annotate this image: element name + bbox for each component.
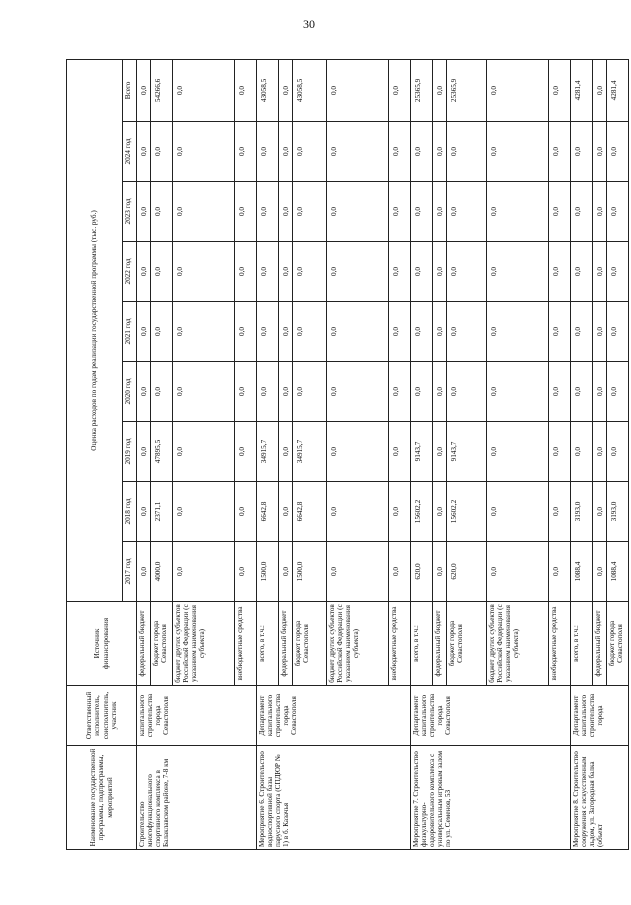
- year-value-cell: 6642,8: [257, 482, 279, 542]
- year-value-cell: 0,0: [549, 302, 571, 362]
- total-value-cell: 0,0: [173, 59, 235, 121]
- year-value-cell: 0,0: [327, 422, 389, 482]
- year-value-cell: 15602,2: [447, 482, 487, 542]
- funding-source-cell: федеральный бюджет: [137, 602, 151, 686]
- responsible-cell: Департамент капитального строительства города Севастополя: [411, 686, 571, 746]
- year-value-cell: 34915,7: [293, 422, 327, 482]
- total-value-cell: 0,0: [137, 59, 151, 121]
- total-value-cell: 0,0: [389, 59, 411, 121]
- year-value-cell: 0,0: [151, 182, 173, 242]
- responsible-cell: Департамент капитального строительства города: [571, 686, 629, 746]
- year-value-cell: 0,0: [607, 302, 629, 362]
- funding-source-cell: бюджет города Севастополя: [151, 602, 173, 686]
- year-value-cell: 0,0: [549, 182, 571, 242]
- year-value-cell: 0,0: [173, 302, 235, 362]
- expenditure-table: [66, 59, 629, 850]
- year-value-cell: 0,0: [593, 122, 607, 182]
- year-value-cell: 0,0: [549, 242, 571, 302]
- funding-source-cell: всего, в т.ч.:: [257, 602, 279, 686]
- year-value-cell: 0,0: [487, 242, 549, 302]
- year-value-cell: 0,0: [279, 242, 293, 302]
- year-value-cell: 0,0: [549, 122, 571, 182]
- year-value-cell: 0,0: [571, 362, 593, 422]
- year-value-cell: 620,0: [411, 542, 433, 602]
- year-value-cell: 0,0: [137, 302, 151, 362]
- year-value-cell: 0,0: [151, 362, 173, 422]
- funding-source-cell: бюджет города Севастополя: [293, 602, 327, 686]
- funding-source-cell: внебюджетные средства: [235, 602, 257, 686]
- year-value-cell: 0,0: [137, 422, 151, 482]
- rotated-table-content: [66, 60, 625, 850]
- year-value-cell: 0,0: [293, 362, 327, 422]
- year-value-cell: 0,0: [235, 302, 257, 362]
- year-value-cell: 0,0: [137, 122, 151, 182]
- year-value-cell: 0,0: [151, 242, 173, 302]
- year-value-cell: 0,0: [389, 302, 411, 362]
- program-name-cell: Мероприятие 7. Строительство физкультурно-оздоровительного комплекса с универсальным игровым залом по ул. Семенов, 53: [411, 746, 571, 850]
- year-value-cell: 0,0: [411, 362, 433, 422]
- year-value-cell: 0,0: [433, 302, 447, 362]
- total-value-cell: 0,0: [433, 59, 447, 121]
- total-value-cell: 43058,5: [293, 59, 327, 121]
- year-value-cell: 0,0: [137, 542, 151, 602]
- year-value-cell: 0,0: [433, 182, 447, 242]
- year-value-cell: 0,0: [607, 242, 629, 302]
- year-value-cell: 0,0: [593, 482, 607, 542]
- funding-source-cell: бюджет других субъектов Российской Федерации (с указанием наименования субъекта): [327, 602, 389, 686]
- year-value-cell: 0,0: [607, 422, 629, 482]
- year-value-cell: 0,0: [593, 182, 607, 242]
- year-value-cell: 0,0: [173, 542, 235, 602]
- table-row: [411, 59, 433, 849]
- year-value-cell: 47895,5: [151, 422, 173, 482]
- year-value-cell: 0,0: [327, 242, 389, 302]
- year-value-cell: 9143,7: [447, 422, 487, 482]
- funding-source-cell: федеральный бюджет: [433, 602, 447, 686]
- year-value-cell: 0,0: [173, 242, 235, 302]
- header-year: 2022 год: [123, 242, 137, 302]
- year-value-cell: 0,0: [137, 242, 151, 302]
- program-name-cell: Мероприятие 8. Строительство сооружения с искусственным льдом, ул. Загородная балка (объект: [571, 746, 629, 850]
- year-value-cell: 0,0: [173, 482, 235, 542]
- year-value-cell: 0,0: [327, 482, 389, 542]
- total-value-cell: 25365,9: [447, 59, 487, 121]
- funding-source-cell: бюджет города Севастополя: [447, 602, 487, 686]
- total-value-cell: 4281,4: [607, 59, 629, 121]
- year-value-cell: 0,0: [487, 182, 549, 242]
- year-value-cell: 0,0: [389, 482, 411, 542]
- header-responsible: Ответственный исполнитель, соисполнитель, участник: [67, 686, 137, 746]
- year-value-cell: 0,0: [487, 482, 549, 542]
- total-value-cell: 0,0: [593, 59, 607, 121]
- header-year: 2017 год: [123, 542, 137, 602]
- year-value-cell: 0,0: [593, 242, 607, 302]
- funding-source-cell: всего, в т.ч.:: [571, 602, 593, 686]
- year-value-cell: 0,0: [257, 182, 279, 242]
- year-value-cell: 1500,0: [293, 542, 327, 602]
- year-value-cell: 0,0: [173, 182, 235, 242]
- year-value-cell: 0,0: [257, 362, 279, 422]
- year-value-cell: 0,0: [433, 362, 447, 422]
- year-value-cell: 0,0: [447, 182, 487, 242]
- year-value-cell: 0,0: [137, 182, 151, 242]
- year-value-cell: 0,0: [235, 242, 257, 302]
- header-year: 2021 год: [123, 302, 137, 362]
- header-year: 2019 год: [123, 422, 137, 482]
- year-value-cell: 0,0: [389, 242, 411, 302]
- year-value-cell: 620,0: [447, 542, 487, 602]
- year-value-cell: 0,0: [487, 302, 549, 362]
- year-value-cell: 0,0: [279, 362, 293, 422]
- year-value-cell: 0,0: [235, 542, 257, 602]
- year-value-cell: 0,0: [433, 542, 447, 602]
- year-value-cell: 0,0: [235, 422, 257, 482]
- year-value-cell: 0,0: [279, 422, 293, 482]
- year-value-cell: 0,0: [593, 542, 607, 602]
- header-year: 2018 год: [123, 482, 137, 542]
- table-row: [257, 59, 279, 849]
- header-estimate: Оценка расходов по годам реализации государственной программы (тыс. руб.): [67, 59, 123, 601]
- total-value-cell: 0,0: [327, 59, 389, 121]
- year-value-cell: 0,0: [607, 182, 629, 242]
- year-value-cell: 0,0: [549, 422, 571, 482]
- year-value-cell: 0,0: [411, 182, 433, 242]
- year-value-cell: 0,0: [593, 302, 607, 362]
- year-value-cell: 1088,4: [571, 542, 593, 602]
- year-value-cell: 0,0: [279, 302, 293, 362]
- year-value-cell: 34915,7: [257, 422, 279, 482]
- year-value-cell: 0,0: [571, 122, 593, 182]
- year-value-cell: 0,0: [293, 182, 327, 242]
- year-value-cell: 0,0: [235, 122, 257, 182]
- total-value-cell: 0,0: [279, 59, 293, 121]
- total-value-cell: 54266,6: [151, 59, 173, 121]
- year-value-cell: 0,0: [173, 122, 235, 182]
- year-value-cell: 0,0: [433, 122, 447, 182]
- funding-source-cell: федеральный бюджет: [593, 602, 607, 686]
- header-program-name: Наименование государственной программы, подпрограммы, мероприятий: [67, 746, 137, 850]
- year-value-cell: 0,0: [151, 122, 173, 182]
- header-year: 2020 год: [123, 362, 137, 422]
- year-value-cell: 0,0: [327, 122, 389, 182]
- year-value-cell: 0,0: [571, 422, 593, 482]
- header-year: 2024 год: [123, 122, 137, 182]
- year-value-cell: 0,0: [279, 542, 293, 602]
- year-value-cell: 0,0: [607, 362, 629, 422]
- year-value-cell: 0,0: [389, 122, 411, 182]
- year-value-cell: 0,0: [411, 122, 433, 182]
- year-value-cell: 0,0: [447, 242, 487, 302]
- year-value-cell: 0,0: [411, 302, 433, 362]
- year-value-cell: 1088,4: [607, 542, 629, 602]
- table-row: [571, 59, 593, 849]
- year-value-cell: 3193,0: [607, 482, 629, 542]
- year-value-cell: 0,0: [571, 242, 593, 302]
- year-value-cell: 0,0: [447, 302, 487, 362]
- funding-source-cell: внебюджетные средства: [389, 602, 411, 686]
- responsible-cell: капитального строительства города Севастополя: [137, 686, 257, 746]
- year-value-cell: 0,0: [549, 362, 571, 422]
- year-value-cell: 0,0: [173, 422, 235, 482]
- year-value-cell: 0,0: [487, 422, 549, 482]
- funding-source-cell: внебюджетные средства: [549, 602, 571, 686]
- year-value-cell: 0,0: [279, 122, 293, 182]
- year-value-cell: 0,0: [151, 302, 173, 362]
- year-value-cell: 0,0: [235, 362, 257, 422]
- total-value-cell: 4281,4: [571, 59, 593, 121]
- rotated-table-frame: [66, 60, 625, 850]
- year-value-cell: 0,0: [433, 482, 447, 542]
- year-value-cell: 0,0: [137, 482, 151, 542]
- year-value-cell: 0,0: [433, 242, 447, 302]
- year-value-cell: 0,0: [389, 542, 411, 602]
- year-value-cell: 0,0: [235, 182, 257, 242]
- funding-source-cell: всего, в т.ч.:: [411, 602, 433, 686]
- year-value-cell: 0,0: [257, 242, 279, 302]
- year-value-cell: 0,0: [389, 362, 411, 422]
- page-number: 30: [303, 17, 315, 31]
- year-value-cell: 0,0: [571, 302, 593, 362]
- year-value-cell: 4000,0: [151, 542, 173, 602]
- year-value-cell: 0,0: [411, 242, 433, 302]
- year-value-cell: 0,0: [487, 362, 549, 422]
- year-value-cell: 1500,0: [257, 542, 279, 602]
- year-value-cell: 0,0: [549, 542, 571, 602]
- year-value-cell: 0,0: [487, 122, 549, 182]
- year-value-cell: 0,0: [593, 422, 607, 482]
- program-name-cell: Строительство многофункционального спортивного комплекса в Балаклавском районе, 7-8 км: [137, 746, 257, 850]
- year-value-cell: 0,0: [447, 122, 487, 182]
- year-value-cell: 0,0: [279, 182, 293, 242]
- responsible-cell: Департамент капитального строительства города Севастополя: [257, 686, 411, 746]
- header-year: Всего: [123, 59, 137, 121]
- year-value-cell: 0,0: [327, 182, 389, 242]
- year-value-cell: 0,0: [593, 362, 607, 422]
- year-value-cell: 9143,7: [411, 422, 433, 482]
- year-value-cell: 0,0: [137, 362, 151, 422]
- year-value-cell: 0,0: [389, 422, 411, 482]
- funding-source-cell: бюджет города Севастополя: [607, 602, 629, 686]
- year-value-cell: 0,0: [235, 482, 257, 542]
- year-value-cell: 0,0: [279, 482, 293, 542]
- year-value-cell: 0,0: [607, 122, 629, 182]
- header-funding-source: Источник финансирования: [67, 602, 137, 686]
- year-value-cell: 0,0: [549, 482, 571, 542]
- year-value-cell: 0,0: [293, 242, 327, 302]
- year-value-cell: 0,0: [293, 302, 327, 362]
- total-value-cell: 43058,5: [257, 59, 279, 121]
- total-value-cell: 0,0: [235, 59, 257, 121]
- year-value-cell: 2371,1: [151, 482, 173, 542]
- year-value-cell: 0,0: [389, 182, 411, 242]
- header-year: 2023 год: [123, 182, 137, 242]
- year-value-cell: 0,0: [433, 422, 447, 482]
- total-value-cell: 25365,9: [411, 59, 433, 121]
- year-value-cell: 6642,8: [293, 482, 327, 542]
- total-value-cell: 0,0: [549, 59, 571, 121]
- year-value-cell: 3193,0: [571, 482, 593, 542]
- funding-source-cell: бюджет других субъектов Российской Федерации (с указанием наименования субъекта): [173, 602, 235, 686]
- year-value-cell: 0,0: [257, 122, 279, 182]
- funding-source-cell: федеральный бюджет: [279, 602, 293, 686]
- year-value-cell: 0,0: [571, 182, 593, 242]
- year-value-cell: 0,0: [327, 302, 389, 362]
- funding-source-cell: бюджет других субъектов Российской Федерации (с указанием наименования субъекта): [487, 602, 549, 686]
- table-row: [137, 59, 151, 849]
- year-value-cell: 0,0: [257, 302, 279, 362]
- year-value-cell: 0,0: [173, 362, 235, 422]
- year-value-cell: 15602,2: [411, 482, 433, 542]
- year-value-cell: 0,0: [447, 362, 487, 422]
- total-value-cell: 0,0: [487, 59, 549, 121]
- year-value-cell: 0,0: [327, 362, 389, 422]
- year-value-cell: 0,0: [293, 122, 327, 182]
- program-name-cell: Мероприятие 6. Строительство водноспортивной базы парусного спорта (СПДЮР № 1) в б. Казачья: [257, 746, 411, 850]
- year-value-cell: 0,0: [327, 542, 389, 602]
- year-value-cell: 0,0: [487, 542, 549, 602]
